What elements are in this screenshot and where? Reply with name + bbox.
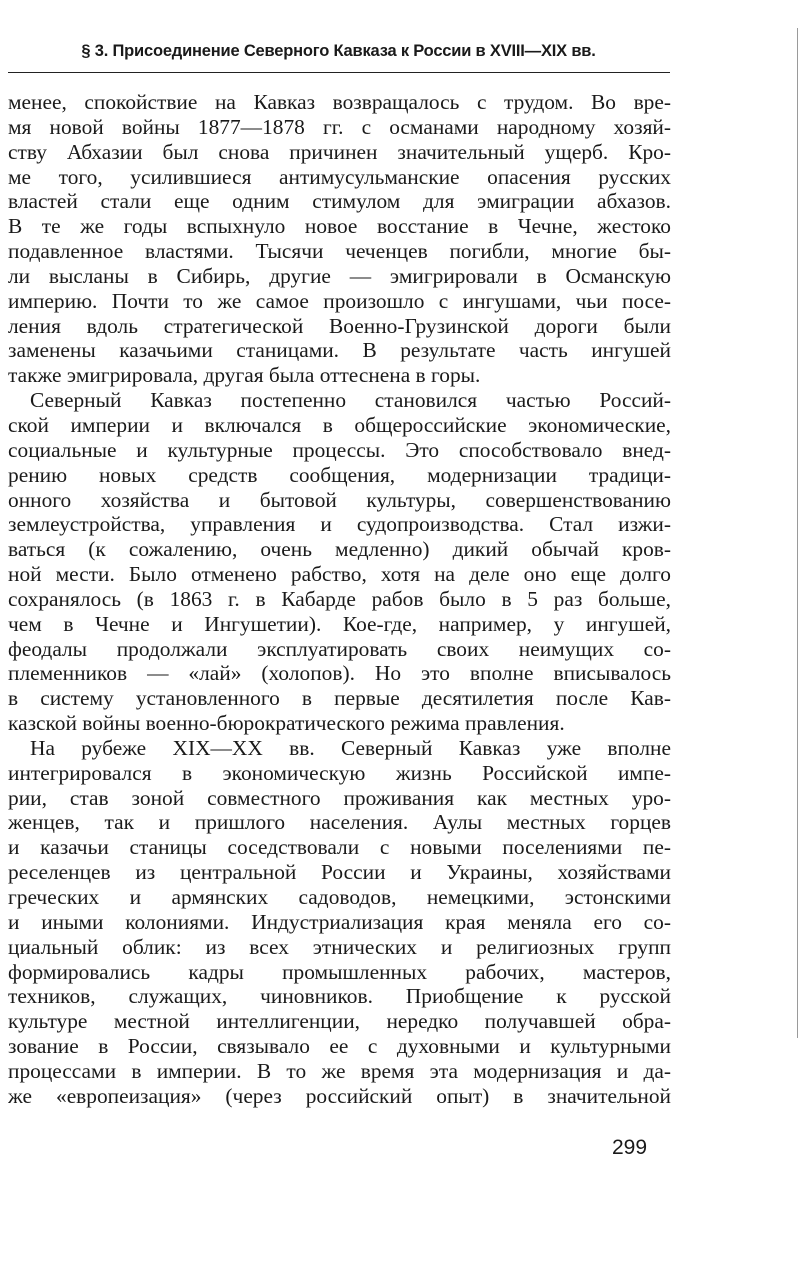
- text-line: культуре местной интеллигенции, нередко получавшей обра-: [8, 1009, 671, 1034]
- text-line: процессами в империи. В то же время эта модернизация и да-: [8, 1058, 671, 1083]
- text-line: зование в России, связывало ее с духовными и культурными: [8, 1034, 671, 1059]
- text-line: Северный Кавказ постепенно становился частью Россий-: [30, 388, 671, 413]
- text-line: греческих и армянских садоводов, немецкими, эстонскими: [8, 885, 671, 909]
- text-line: племенников — «лай» (холопов). Но это вполне вписывалось: [8, 661, 671, 686]
- text-line: В те же годы вспыхнуло новое восстание в Чечне, жестоко: [8, 214, 671, 239]
- text-line: же «европеизация» (через российский опыт) в значительной: [8, 1083, 671, 1108]
- text-line: мя новой войны 1877—1878 гг. с османами народному хозяй-: [8, 114, 671, 139]
- text-line: также эмигрировала, другая была оттеснена в горы.: [8, 363, 481, 388]
- text-line: ления вдоль стратегической Военно-Грузинской дороги были: [8, 313, 671, 338]
- text-line: властей стали еще одним стимулом для эмиграции абхазов.: [8, 189, 671, 214]
- text-line: сохранялось (в 1863 г. в Кабарде рабов было в 5 раз больше,: [8, 586, 671, 611]
- text-line: ваться (к сожалению, очень медленно) дикий обычай кров-: [8, 537, 671, 562]
- text-line: ству Абхазии был снова причинен значительный ущерб. Кро-: [8, 139, 671, 164]
- text-line: менее, спокойствие на Кавказ возвращалось с трудом. Во вре-: [8, 90, 671, 114]
- text-line: ли высланы в Сибирь, другие — эмигрировали в Османскую: [8, 263, 671, 288]
- text-line: онного хозяйства и бытовой культуры, совершенствованию: [8, 487, 671, 512]
- text-line: землеустройства, управления и судопроизводства. Стал изжи-: [8, 512, 671, 537]
- page-edge-line: [797, 28, 798, 1038]
- text-line: феодалы продолжали эксплуатировать своих неимущих со-: [8, 636, 671, 661]
- text-line: социальные и культурные процессы. Это способствовало внед-: [8, 437, 671, 462]
- text-line: ме того, усилившиеся антимусульманские опасения русских: [8, 164, 671, 189]
- header-divider: [8, 72, 670, 73]
- text-line: рии, став зоной совместного проживания как местных уро-: [8, 785, 671, 810]
- running-header: § 3. Присоединение Северного Кавказа к России в XVIII—XIX вв.: [81, 42, 596, 60]
- text-line: реселенцев из центральной России и Украины, хозяйствами: [8, 860, 671, 885]
- body-text: [8, 90, 671, 1109]
- text-line: казской войны военно-бюрократического режима правления.: [8, 711, 565, 736]
- text-line: заменены казачьими станицами. В результате часть ингушей: [8, 338, 671, 363]
- text-line: формировались кадры промышленных рабочих, мастеров,: [8, 959, 671, 984]
- text-line: техников, служащих, чиновников. Приобщение к русской: [8, 984, 671, 1009]
- text-line: чем в Чечне и Ингушетии). Кое-где, например, у ингушей,: [8, 611, 671, 636]
- text-line: и иными колониями. Индустриализация края меняла его со-: [8, 909, 671, 934]
- text-line: и казачьи станицы соседствовали с новыми поселениями пе-: [8, 835, 671, 860]
- text-line: На рубеже XIX—XX вв. Северный Кавказ уже вполне: [30, 735, 671, 760]
- page-number: 299: [612, 1136, 648, 1159]
- text-line: подавленное властями. Тысячи чеченцев погибли, многие бы-: [8, 239, 671, 264]
- text-line: империю. Почти то же самое произошло с ингушами, чьи посе-: [8, 288, 671, 313]
- text-line: ской империи и включался в общероссийские экономические,: [8, 412, 671, 437]
- text-line: женцев, так и пришлого населения. Аулы местных горцев: [8, 810, 671, 835]
- text-line: циальный облик: из всех этнических и религиозных групп: [8, 934, 671, 959]
- text-line: в систему установленного в первые десятилетия после Кав-: [8, 686, 671, 711]
- text-line: рению новых средств сообщения, модернизации традици-: [8, 462, 671, 487]
- text-line: интегрировался в экономическую жизнь Российской импе-: [8, 760, 671, 785]
- text-line: ной мести. Было отменено рабство, хотя на деле оно еще долго: [8, 562, 671, 587]
